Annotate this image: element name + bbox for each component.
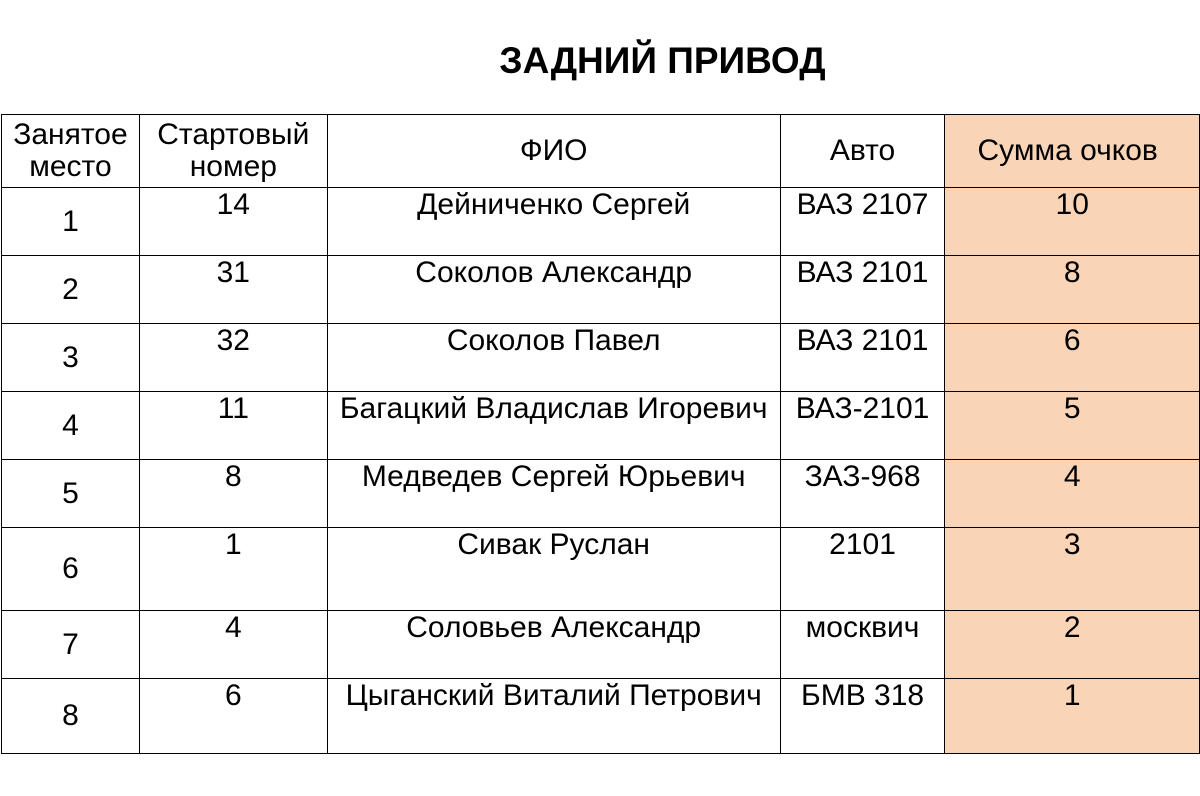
place-cell: 7 — [2, 611, 140, 679]
points-cell: 3 — [945, 528, 1200, 611]
table-row — [2, 188, 1200, 256]
start-number-cell: 4 — [139, 611, 327, 679]
points-cell: 10 — [945, 188, 1200, 256]
table-row — [2, 460, 1200, 528]
results-table — [1, 114, 1200, 754]
car-cell: ВАЗ-2101 — [780, 392, 945, 460]
start-number-cell: 14 — [139, 188, 327, 256]
start-number-cell: 11 — [139, 392, 327, 460]
start-number-cell: 1 — [139, 528, 327, 611]
place-cell: 6 — [2, 528, 140, 611]
points-cell: 8 — [945, 256, 1200, 324]
car-cell: москвич — [780, 611, 945, 679]
place-cell: 5 — [2, 460, 140, 528]
page-title: ЗАДНИЙ ПРИВОД — [499, 40, 826, 81]
place-cell: 3 — [2, 324, 140, 392]
header-row — [2, 115, 1200, 188]
name-cell: Багацкий Владислав Игоревич — [327, 392, 780, 460]
points-cell: 5 — [945, 392, 1200, 460]
start-number-cell: 8 — [139, 460, 327, 528]
car-cell: ВАЗ 2101 — [780, 256, 945, 324]
start-number-cell: 32 — [139, 324, 327, 392]
car-cell: БМВ 318 — [780, 679, 945, 754]
header-name: ФИО — [327, 115, 780, 188]
header-car: Авто — [780, 115, 945, 188]
name-cell: Соловьев Александр — [327, 611, 780, 679]
car-cell: 2101 — [780, 528, 945, 611]
place-cell: 8 — [2, 679, 140, 754]
place-cell: 2 — [2, 256, 140, 324]
start-number-cell: 6 — [139, 679, 327, 754]
points-cell: 2 — [945, 611, 1200, 679]
points-cell: 6 — [945, 324, 1200, 392]
header-points: Сумма очков — [945, 115, 1200, 188]
table-row — [2, 528, 1200, 611]
table-row — [2, 256, 1200, 324]
name-cell: Дейниченко Сергей — [327, 188, 780, 256]
points-cell: 1 — [945, 679, 1200, 754]
header-place: Занятое место — [2, 115, 140, 188]
start-number-cell: 31 — [139, 256, 327, 324]
table-row — [2, 392, 1200, 460]
car-cell: ВАЗ 2101 — [780, 324, 945, 392]
table-row — [2, 611, 1200, 679]
table-row — [2, 324, 1200, 392]
points-cell: 4 — [945, 460, 1200, 528]
name-cell: Медведев Сергей Юрьевич — [327, 460, 780, 528]
place-cell: 1 — [2, 188, 140, 256]
car-cell: ВАЗ 2107 — [780, 188, 945, 256]
name-cell: Соколов Александр — [327, 256, 780, 324]
place-cell: 4 — [2, 392, 140, 460]
name-cell: Соколов Павел — [327, 324, 780, 392]
header-start-number: Стартовый номер — [139, 115, 327, 188]
name-cell: Сивак Руслан — [327, 528, 780, 611]
table-row — [2, 679, 1200, 754]
car-cell: ЗАЗ-968 — [780, 460, 945, 528]
name-cell: Цыганский Виталий Петрович — [327, 679, 780, 754]
